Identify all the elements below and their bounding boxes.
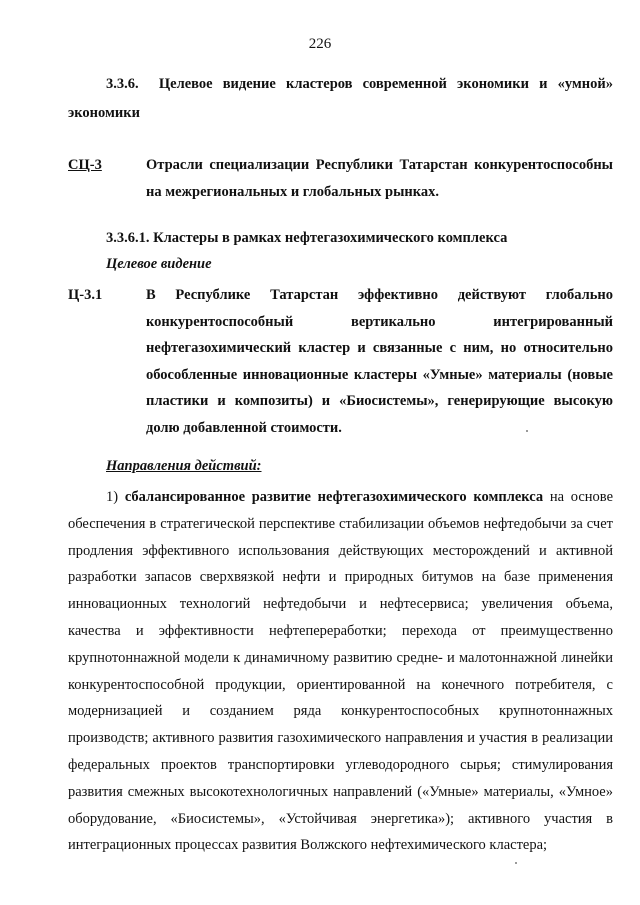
- page-number: 226: [308, 36, 332, 52]
- target-text: В Республике Татарстан эффективно действуют глобально конкурентоспособный вертикально интегрированный нефтегазохимический кластер и связанные с ним, но относительно обособленные инновационные кластеры «Умные» материалы (новые пластики и композиты) и «Биосистемы», генерирующие высокую долю добавленной стоимости.: [146, 287, 613, 436]
- section-number: 3.3.6.: [106, 76, 139, 92]
- direction-item-text: на основе обеспечения в стратегической перспективе стабилизации объемов нефтедобычи за счет продления эффективного использования действующих месторождений и активной разработки запасов сверхвязкой нефти и природных битумов на базе применения инновационных технологий нефтедобычи и нефтесервиса; увеличения объема, качества и эффективности нефтепереработки; перехода от преимущественно крупнотоннажной модели к динамичному развитию средне- и малотоннажной линейки конкурентоспособной продукции, ориентированной на конечного потребителя, с модернизацией и созданием ряда конкурентоспособных крупнотоннажных производств; активного развития газохимического направления и участия в реализации федеральных проектов транспортировки углеводородного сырья; стимулирования развития смежных высокотехнологичных направлений («Умные» материалы, «Умное» оборудование, «Биосистемы», «Устойчивая энергетика»); активного участия в интеграционных процессах развития Волжского нефтехимического кластера;: [68, 489, 614, 854]
- direction-item-marker: 1): [106, 489, 119, 505]
- scan-speck: [515, 862, 517, 864]
- strategic-goal-block: [68, 152, 613, 212]
- target-block: [68, 282, 613, 442]
- direction-item-1: [68, 484, 613, 859]
- direction-item-term: сбалансированное развитие нефтегазохимического комплекса: [124, 489, 544, 505]
- strategic-goal-code: СЦ-3: [68, 157, 102, 173]
- section-heading: [68, 70, 613, 128]
- strategic-goal-text: Отрасли специализации Республики Татарстан конкурентоспособны на межрегиональных и глобальных рынках.: [146, 157, 613, 200]
- target-vision-label: Целевое видение: [106, 256, 212, 272]
- directions-label: Направления действий:: [106, 458, 262, 474]
- subsection-title: 3.3.6.1. Кластеры в рамках нефтегазохимического комплекса: [106, 230, 508, 246]
- scan-speck: [526, 430, 528, 432]
- target-code: Ц-3.1: [68, 287, 103, 303]
- section-title: Целевое видение кластеров современной экономики и «умной» экономики: [68, 76, 613, 121]
